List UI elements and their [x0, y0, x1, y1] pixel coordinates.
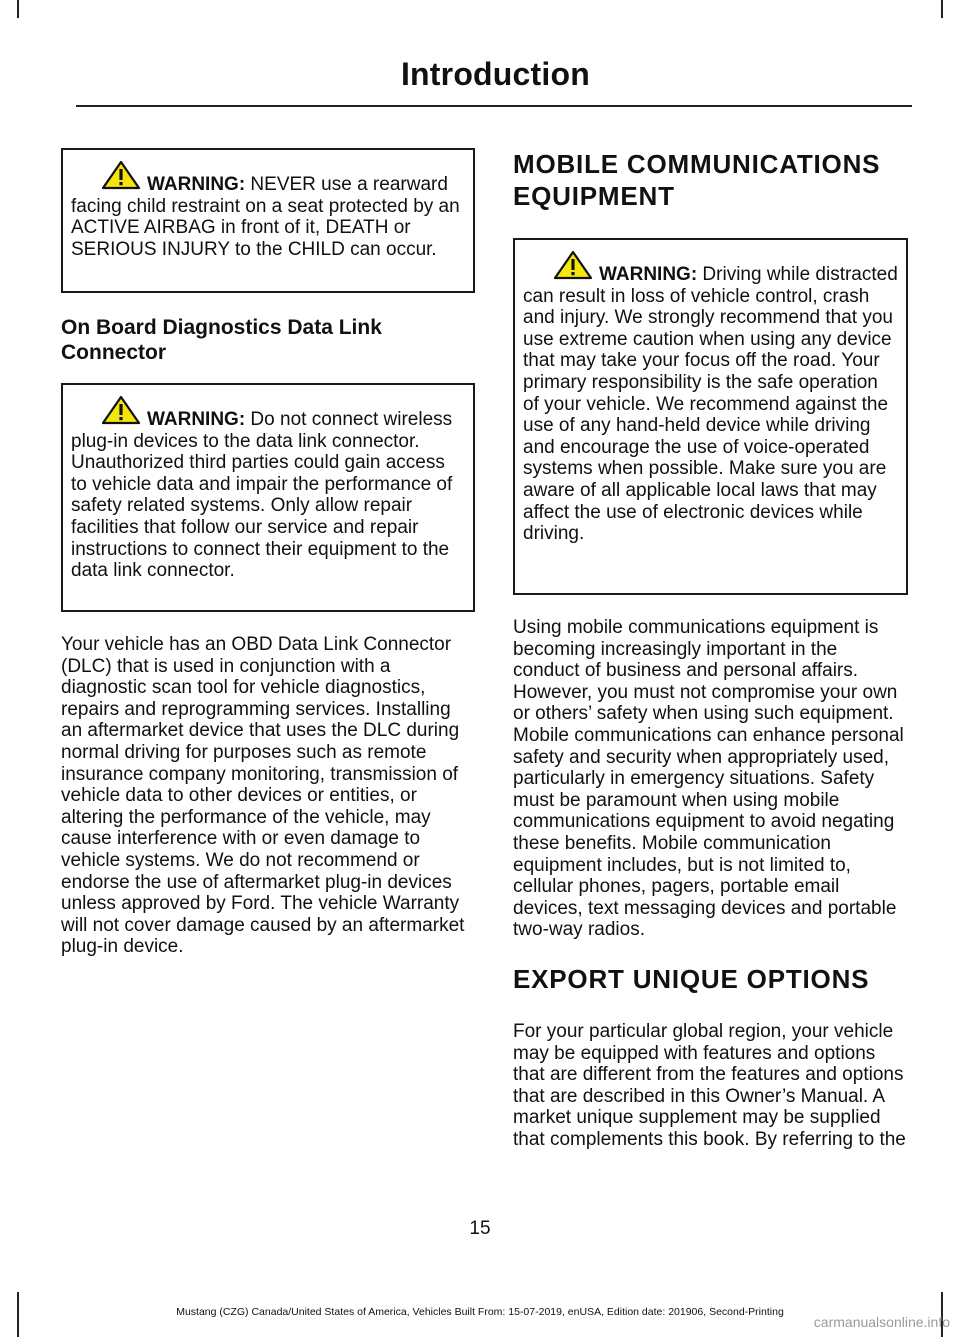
right-column [513, 148, 908, 1172]
warning-label: WARNING: [599, 264, 698, 285]
crop-mark-top-left [17, 0, 19, 18]
paragraph-export: For your particular global region, your vehicle may be equipped with features and options that are different from the features and options that are described in this Owner’s Manual. A market unique supplement may be supplied that complements this book. By referring to the [513, 1020, 906, 1150]
header-rule [76, 105, 912, 107]
warning-box-airbag [61, 148, 475, 293]
section-heading-export: EXPORT UNIQUE OPTIONS [513, 963, 870, 994]
warning-text: Driving while distracted can result in loss of vehicle control, crash and injury. We strongly recommend that you use extreme caution when using any device that may take your focus off the road. Your primary responsibility is the safe operation of your vehicle. We recommend against the use of any hand-held device while driving and encourage the use of voice-operated systems when possible. Make sure you are aware of all applicable local laws that may affect the use of electronic devices while driving. [523, 264, 898, 545]
warning-text: NEVER use a rearward facing child restraint on a seat protected by an ACTIVE AIRBAG in front of it, DEATH or SERIOUS INJURY to the CHILD can occur. [71, 174, 460, 260]
warning-triangle-icon [101, 395, 141, 425]
warning-box-data-link [61, 383, 475, 612]
warning-label: WARNING: [147, 174, 246, 195]
crop-mark-top-right [941, 0, 943, 18]
section-heading-mobile: MOBILE COMMUNICATIONS EQUIPMENT [513, 149, 881, 211]
page-number: 15 [469, 1218, 491, 1239]
warning-label: WARNING: [147, 409, 246, 430]
left-column [61, 148, 475, 980]
warning-triangle-icon [101, 160, 141, 190]
edition-footer: Mustang (CZG) Canada/United States of America, Vehicles Built From: 15-07-2019, enUSA, Edition date: 201906, Second-Printing [176, 1306, 784, 1318]
paragraph-obd: Your vehicle has an OBD Data Link Connector (DLC) that is used in conjunction with a diagnostic scan tool for vehicle diagnostics, repairs and reprogramming services. Installing an aftermarket device that uses the DLC during normal driving for purposes such as remote insurance company monitoring, transmission of vehicle data to other devices or entities, or altering the performance of the vehicle, may cause interference with or even damage to vehicle systems. We do not recommend or endorse the use of aftermarket plug-in devices unless approved by Ford. The vehicle Warranty will not cover damage caused by an aftermarket plug-in device. [61, 634, 465, 958]
warning-text: Do not connect wireless plug-in devices to the data link connector. Unauthorized third parties could gain access to vehicle data and impair the performance of safety related systems. Only allow repair facilities that follow our service and repair instructions to connect their equipment to the data link connector. [71, 409, 453, 582]
section-heading-obd: On Board Diagnostics Data Link Connector [61, 316, 382, 364]
paragraph-mobile: Using mobile communications equipment is becoming increasingly important in the conduct of business and personal affairs. However, you must not compromise your own or others’ safety when using such equipment. Mobile communications can enhance personal safety and security when appropriately used, particularly in emergency situations. Safety must be paramount when using mobile communications equipment to avoid negating these benefits. Mobile communication equipment includes, but is not limited to, cellular phones, pagers, portable email devices, text messaging devices and portable two-way radios. [513, 617, 904, 941]
warning-box-distraction [513, 238, 908, 595]
page-title: Introduction [400, 56, 590, 92]
warning-triangle-icon [553, 250, 593, 280]
watermark: carmanualsonline.info [813, 1314, 950, 1330]
